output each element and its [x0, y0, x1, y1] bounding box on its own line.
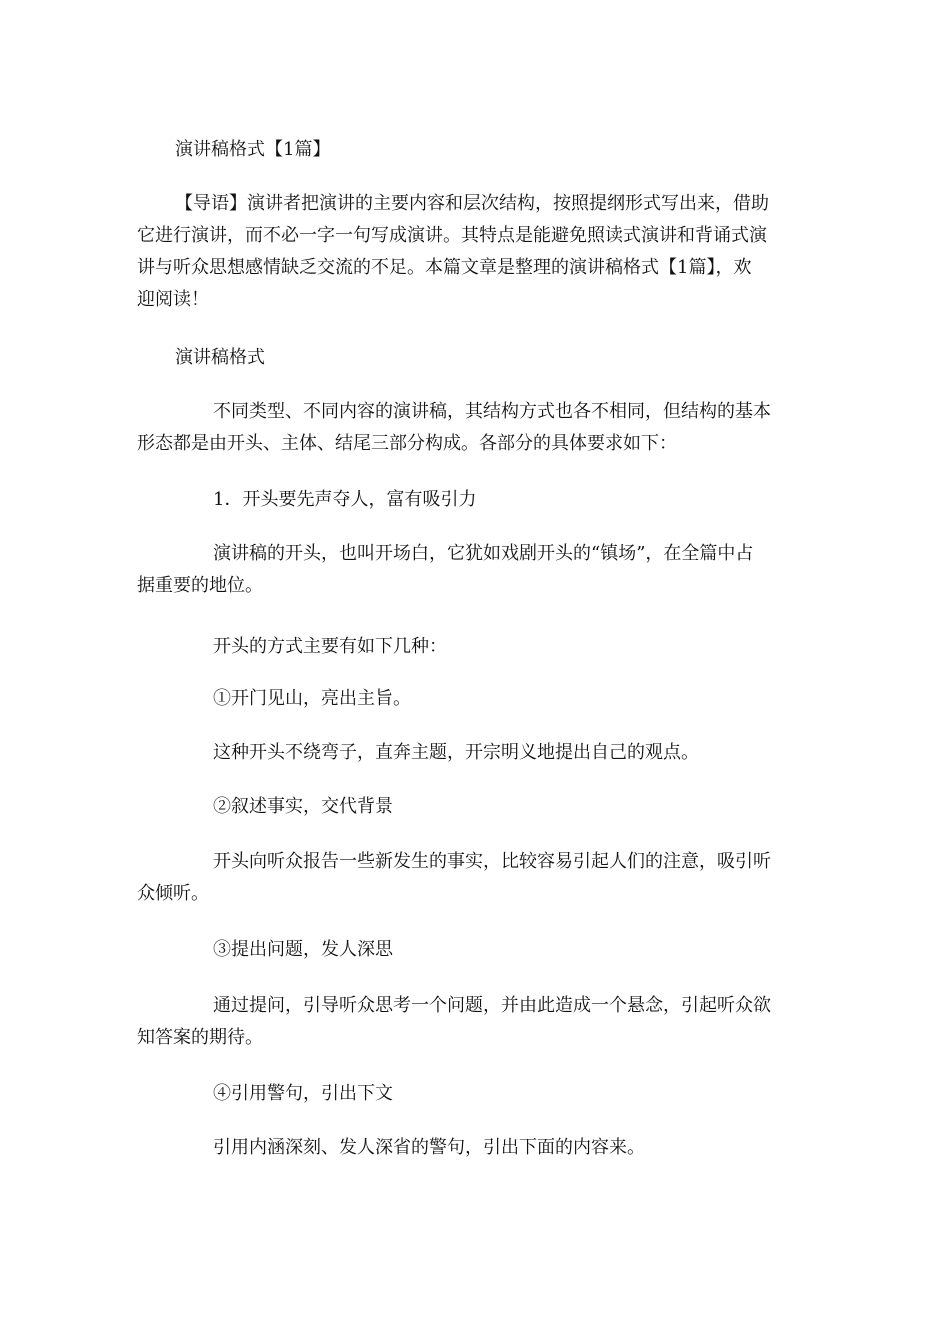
body-paragraph [137, 846, 817, 910]
heading-opening: 1．开头要先声夺人，富有吸引力 [213, 489, 477, 510]
list-item: ④引用警句，引出下文 [213, 1083, 393, 1104]
body-paragraph: 开头的方式主要有如下几种： [213, 636, 447, 657]
intro-line: 讲与听众思想感情缺乏交流的不足。本篇文章是整理的演讲稿格式【1篇】，欢 [137, 257, 752, 278]
body-paragraph: 这种开头不绕弯子，直奔主题，开宗明义地提出自己的观点。 [213, 742, 699, 763]
paragraph-line: 形态都是由开头、主体、结尾三部分构成。各部分的具体要求如下： [137, 433, 677, 454]
document-title: 演讲稿格式【1篇】 [175, 139, 331, 160]
body-paragraph [137, 396, 817, 460]
paragraph-line: 不同类型、不同内容的演讲稿，其结构方式也各不相同，但结构的基本 [213, 401, 771, 422]
list-item: ①开门见山，亮出主旨。 [213, 688, 411, 709]
intro-line: 【导语】演讲者把演讲的主要内容和层次结构，按照提纲形式写出来，借助 [175, 193, 769, 214]
body-paragraph: 引用内涵深刻、发人深省的警句，引出下面的内容来。 [213, 1137, 645, 1158]
body-paragraph [137, 538, 817, 602]
paragraph-line: 知答案的期待。 [137, 1027, 263, 1048]
paragraph-line: 演讲稿的开头，也叫开场白，它犹如戏剧开头的“镇场”，在全篇中占 [213, 543, 754, 564]
intro-line: 它进行演讲，而不必一字一句写成演讲。其特点是能避免照读式演讲和背诵式演 [137, 225, 767, 246]
paragraph-line: 众倾听。 [137, 883, 209, 904]
body-paragraph [137, 990, 817, 1054]
intro-paragraph [137, 188, 817, 316]
paragraph-line: 通过提问，引导听众思考一个问题，并由此造成一个悬念，引起听众欲 [213, 995, 771, 1016]
paragraph-line: 据重要的地位。 [137, 575, 263, 596]
list-item: ③提出问题，发人深思 [213, 939, 393, 960]
section-title: 演讲稿格式 [175, 347, 265, 368]
paragraph-line: 开头向听众报告一些新发生的事实，比较容易引起人们的注意，吸引听 [213, 851, 771, 872]
intro-line: 迎阅读！ [137, 289, 209, 310]
list-item: ②叙述事实，交代背景 [213, 796, 393, 817]
